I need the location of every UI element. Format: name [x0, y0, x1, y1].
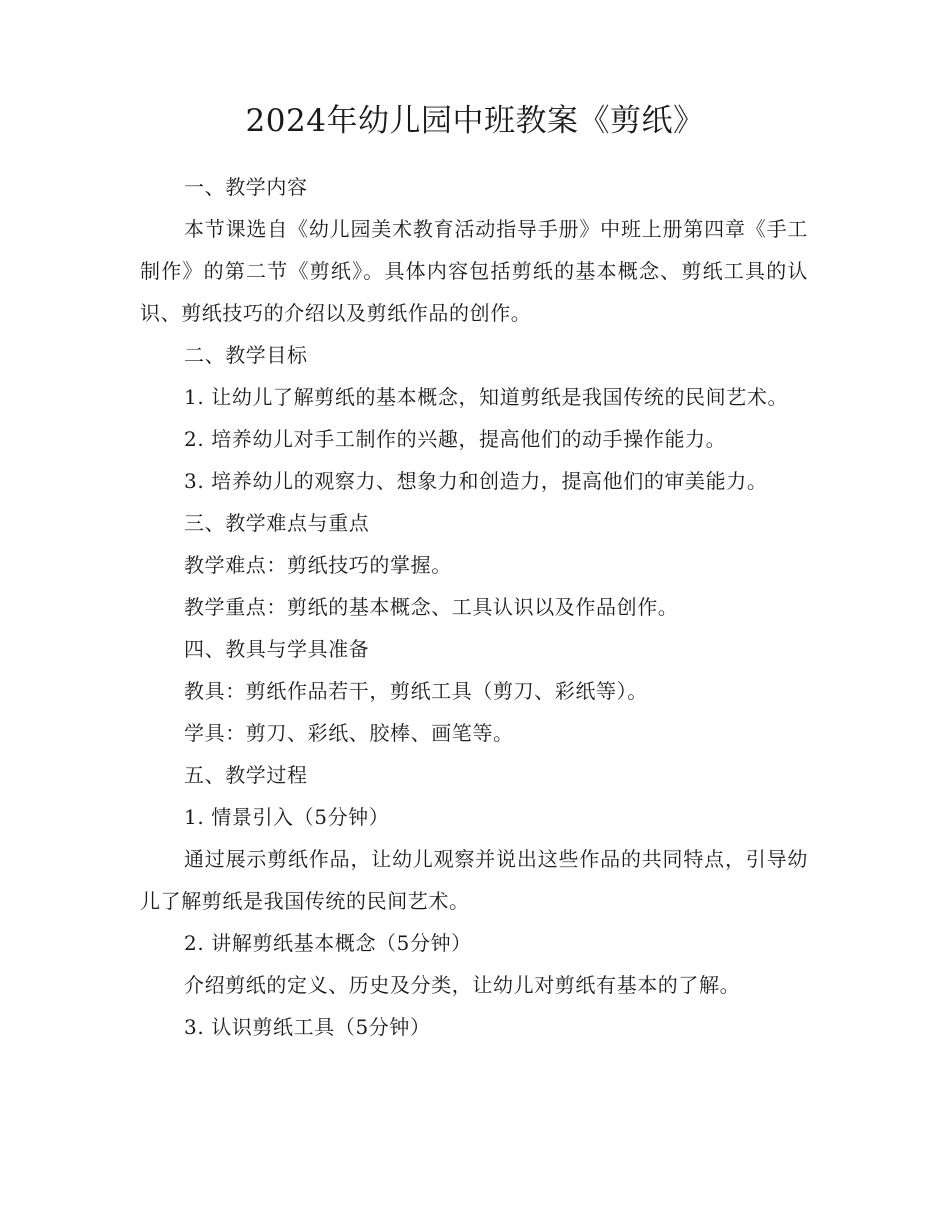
process-step-1-text: 通过展示剪纸作品，让幼儿观察并说出这些作品的共同特点，引导幼儿了解剪纸是我国传统的民间艺术。	[140, 847, 808, 913]
document-body	[140, 166, 808, 1048]
section-heading-process: 五、教学过程	[184, 763, 308, 787]
section-heading-content: 一、教学内容	[184, 175, 308, 199]
objective-item-2: 2. 培养幼儿对手工制作的兴趣，提高他们的动手操作能力。	[184, 427, 727, 451]
difficulty-text: 教学难点：剪纸技巧的掌握。	[184, 553, 452, 577]
teaching-tools-text: 教具：剪纸作品若干，剪纸工具（剪刀、彩纸等）。	[184, 679, 648, 703]
learning-tools-text: 学具：剪刀、彩纸、胶棒、画笔等。	[184, 721, 514, 745]
process-step-2: 2. 讲解剪纸基本概念（5分钟）	[184, 931, 472, 955]
process-step-2-text: 介绍剪纸的定义、历史及分类，让幼儿对剪纸有基本的了解。	[184, 973, 741, 997]
section-heading-objectives: 二、教学目标	[184, 343, 308, 367]
section-heading-materials: 四、教具与学具准备	[184, 637, 370, 661]
process-step-3: 3. 认识剪纸工具（5分钟）	[184, 1015, 431, 1039]
key-point-text: 教学重点：剪纸的基本概念、工具认识以及作品创作。	[184, 595, 679, 619]
document-title: 2024年幼儿园中班教案《剪纸》	[245, 103, 705, 139]
process-step-1: 1. 情景引入（5分钟）	[184, 805, 390, 829]
objective-item-1: 1. 让幼儿了解剪纸的基本概念，知道剪纸是我国传统的民间艺术。	[184, 385, 789, 409]
paragraph-content: 本节课选自《幼儿园美术教育活动指导手册》中班上册第四章《手工制作》的第二节《剪纸》。具体内容包括剪纸的基本概念、剪纸工具的认识、剪纸技巧的介绍以及剪纸作品的创作。	[140, 217, 808, 325]
section-heading-difficulties: 三、教学难点与重点	[184, 511, 370, 535]
objective-item-3: 3. 培养幼儿的观察力、想象力和创造力，提高他们的审美能力。	[184, 469, 768, 493]
